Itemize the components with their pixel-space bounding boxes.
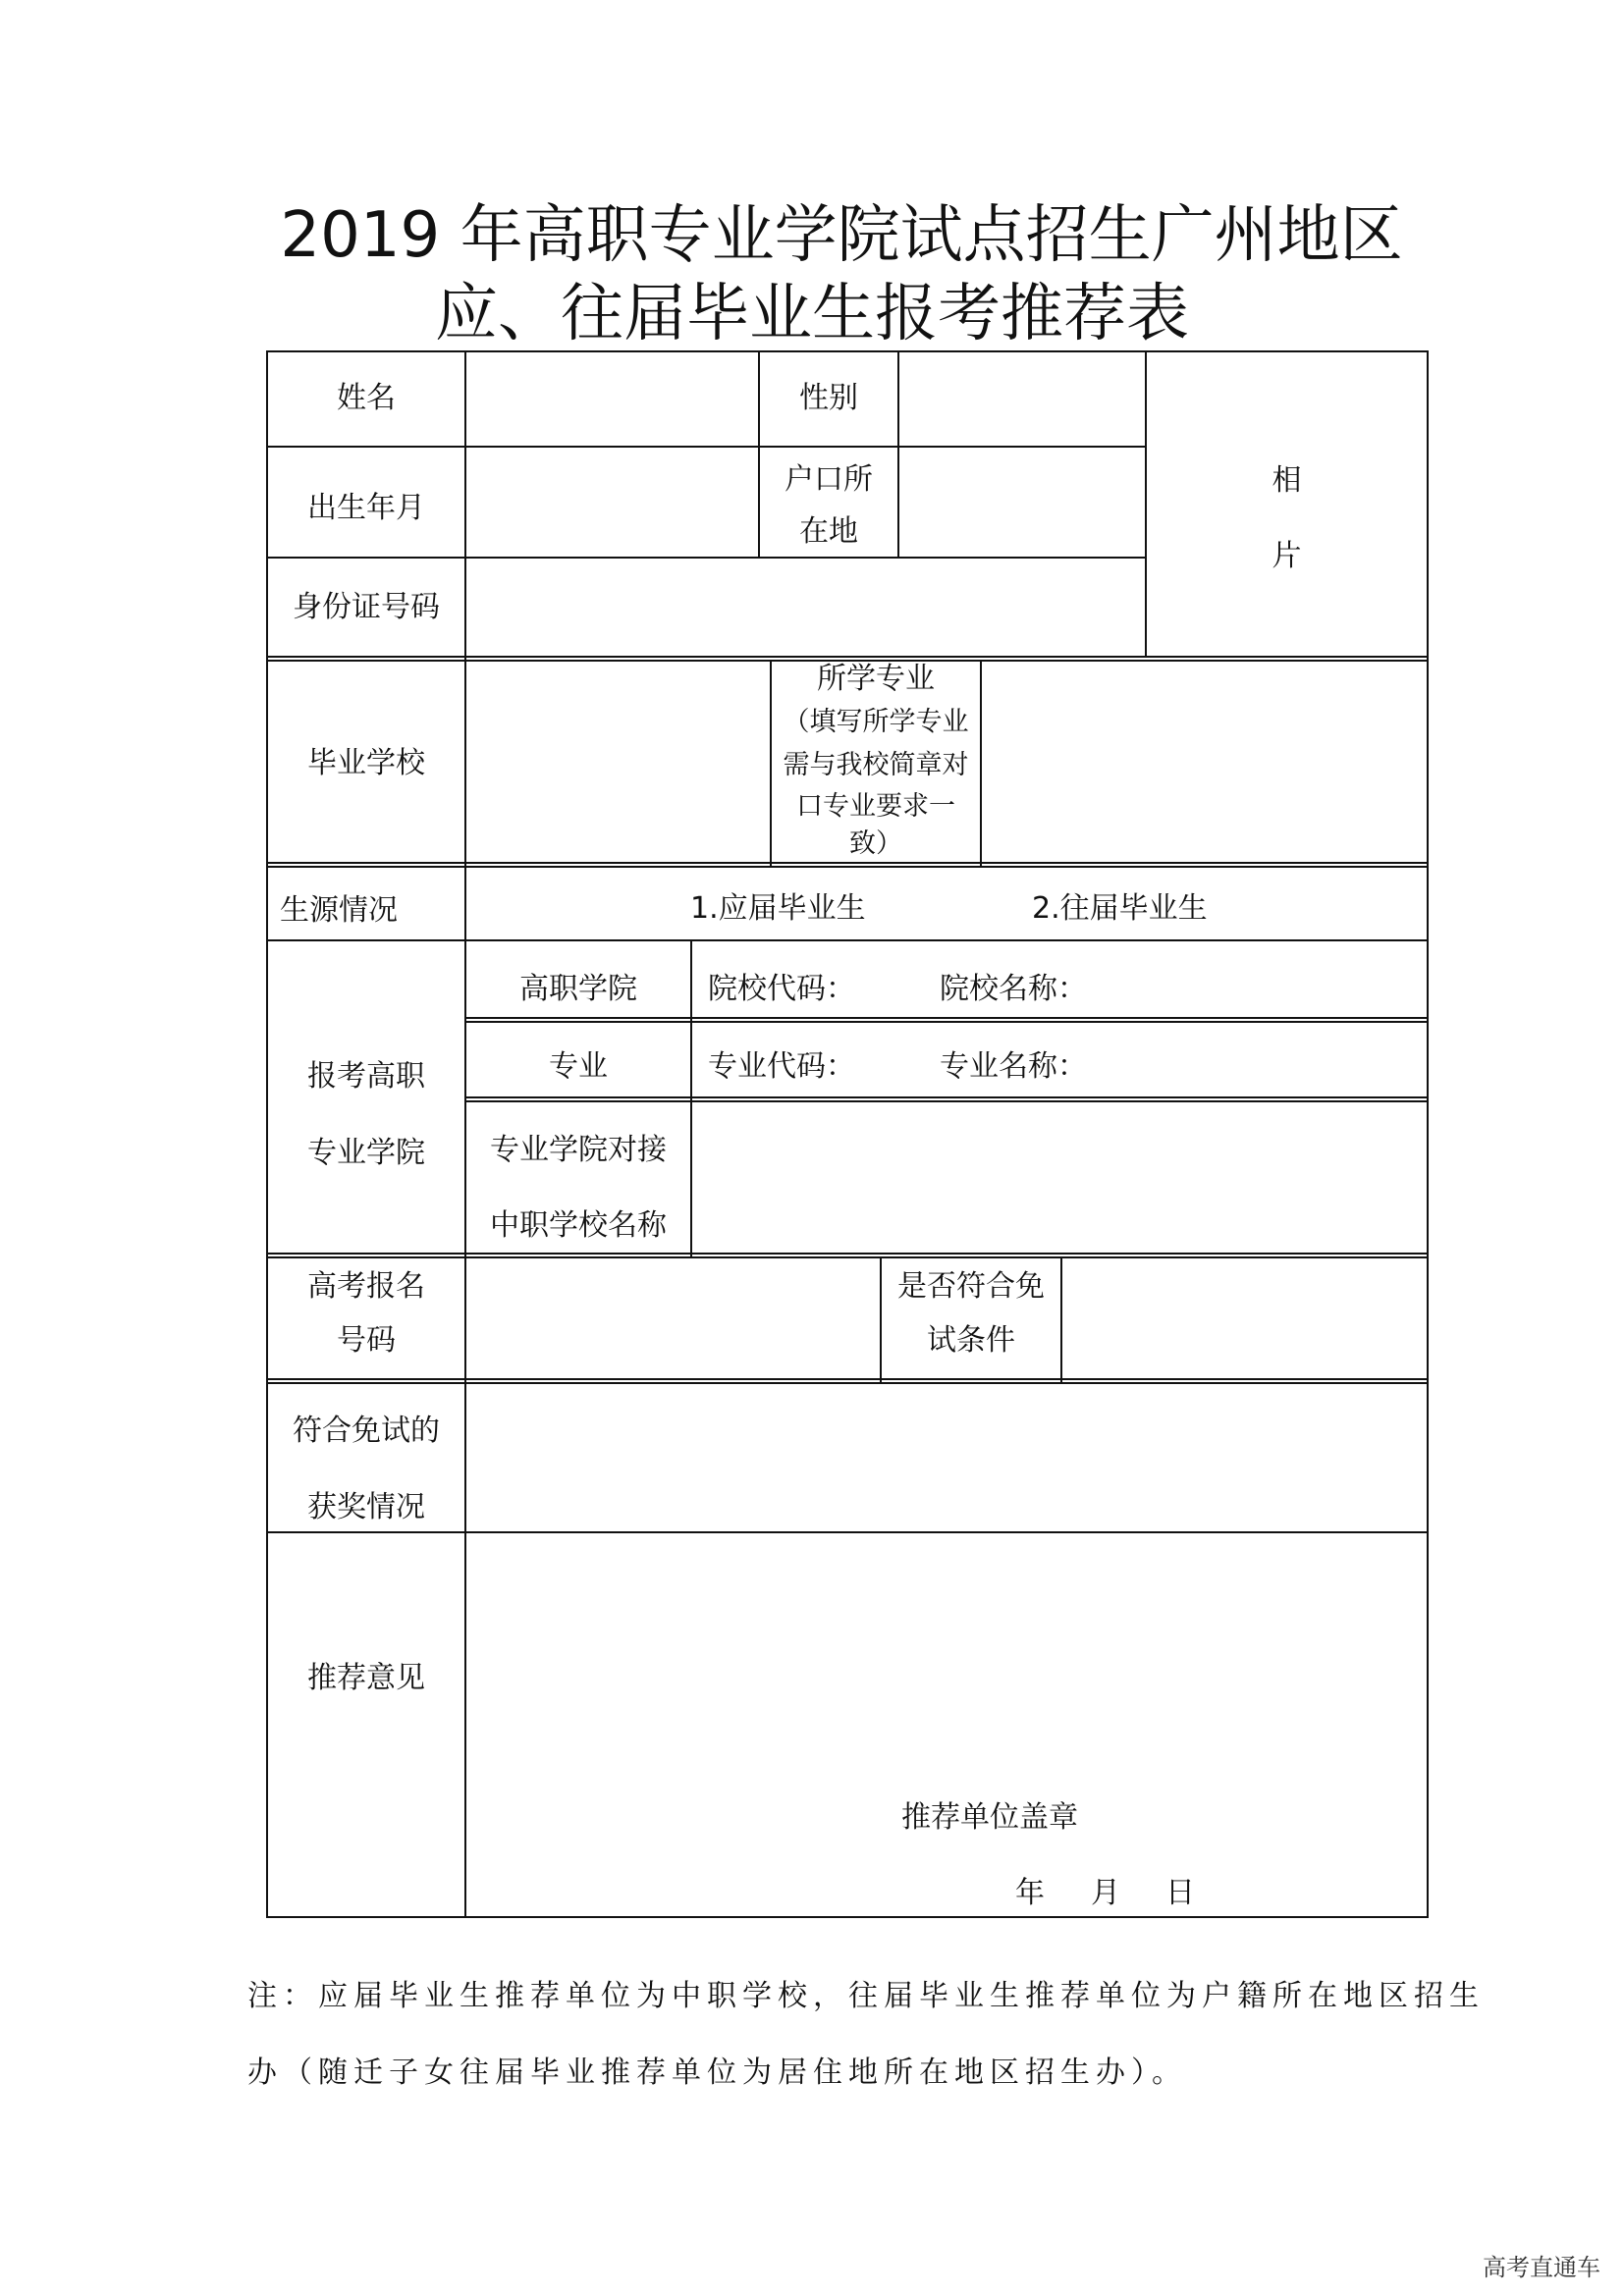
source-option-previous: 2.往届毕业生: [1032, 891, 1208, 926]
row-divider-3: [266, 656, 1429, 658]
college-name-label: 院校名称：: [940, 972, 1087, 1006]
hukou-label-top: 户口所: [785, 462, 873, 497]
table-border-top: [266, 350, 1429, 352]
name-label: 姓名: [337, 381, 396, 415]
major-row-label: 专业: [549, 1049, 608, 1084]
row-divider-6: [466, 1017, 1429, 1019]
major-label-5: 致）: [849, 828, 902, 859]
footnote-line-2: 办（随迁子女往届毕业推荐单位为居住地所在地区招生办）。: [247, 2056, 1187, 2090]
row-divider-1: [266, 446, 1147, 448]
partner-school-label-top: 专业学院对接: [490, 1133, 667, 1167]
major-label-4: 口专业要求一: [796, 791, 955, 822]
watermark-text: 高考直通车: [1483, 2254, 1600, 2281]
major-code-label: 专业代码：: [708, 1049, 855, 1084]
row-divider-8b: [266, 1256, 1429, 1258]
row-divider-6b: [466, 1021, 1429, 1023]
major-label-1: 所学专业: [817, 662, 935, 696]
photo-label-top: 相: [1272, 463, 1302, 498]
photo-label-bottom: 片: [1272, 539, 1302, 573]
page-title-line-2: 应、往届毕业生报考推荐表: [435, 278, 1189, 350]
awards-label-top: 符合免试的: [293, 1414, 440, 1448]
exempt-label-top: 是否符合免: [897, 1269, 1045, 1304]
awards-label-bottom: 获奖情况: [307, 1490, 425, 1524]
major-name-label: 专业名称：: [940, 1049, 1087, 1084]
exempt-label-bottom: 试条件: [927, 1323, 1015, 1358]
source-option-current: 1.应届毕业生: [690, 891, 866, 926]
partner-school-label-bottom: 中职学校名称: [490, 1208, 667, 1243]
college-label: 高职学院: [519, 972, 637, 1006]
major-value-divider: [980, 660, 982, 866]
school-label: 毕业学校: [307, 746, 425, 780]
row-divider-8: [266, 1253, 1429, 1255]
table-border-bottom: [266, 1916, 1429, 1918]
gender-value-divider: [897, 350, 899, 559]
apply-subcolumn-divider: [690, 939, 692, 1256]
gender-label: 性别: [799, 381, 858, 415]
recommendation-form-table: [266, 350, 1429, 1918]
footnote-line-1: 注：应届毕业生推荐单位为中职学校，往届毕业生推荐单位为户籍所在地区招生: [247, 1979, 1485, 2013]
source-label: 生源情况: [280, 893, 398, 928]
row-divider-7b: [466, 1100, 1429, 1102]
college-code-label: 院校代码：: [708, 972, 855, 1006]
major-label-2: （填写所学专业: [783, 707, 969, 737]
major-label-3: 需与我校简章对: [783, 750, 969, 780]
photo-divider: [1145, 350, 1147, 658]
stamp-label: 推荐单位盖章: [901, 1800, 1078, 1835]
row-divider-9: [266, 1378, 1429, 1380]
row-divider-10: [266, 1531, 1429, 1533]
date-month: 月: [1091, 1876, 1120, 1910]
page-title-line-1: 2019 年高职专业学院试点招生广州地区: [280, 199, 1403, 272]
id-label: 身份证号码: [293, 590, 440, 624]
exempt-value-divider: [1060, 1256, 1062, 1382]
row-divider-2: [266, 557, 1147, 559]
row-divider-9b: [266, 1382, 1429, 1384]
recommend-label: 推荐意见: [307, 1661, 425, 1695]
apply-label-bottom: 专业学院: [307, 1136, 425, 1170]
exam-number-label-bottom: 号码: [337, 1323, 396, 1358]
row-divider-7: [466, 1096, 1429, 1098]
table-border-right: [1427, 350, 1429, 1918]
row-divider-5: [266, 939, 1429, 941]
apply-label-top: 报考高职: [307, 1059, 425, 1094]
date-year: 年: [1015, 1876, 1045, 1910]
hukou-label-bottom: 在地: [799, 514, 858, 549]
row-divider-4b: [266, 866, 1429, 868]
exam-number-label-top: 高考报名: [307, 1269, 425, 1304]
birth-label: 出生年月: [307, 491, 425, 525]
date-day: 日: [1165, 1876, 1195, 1910]
